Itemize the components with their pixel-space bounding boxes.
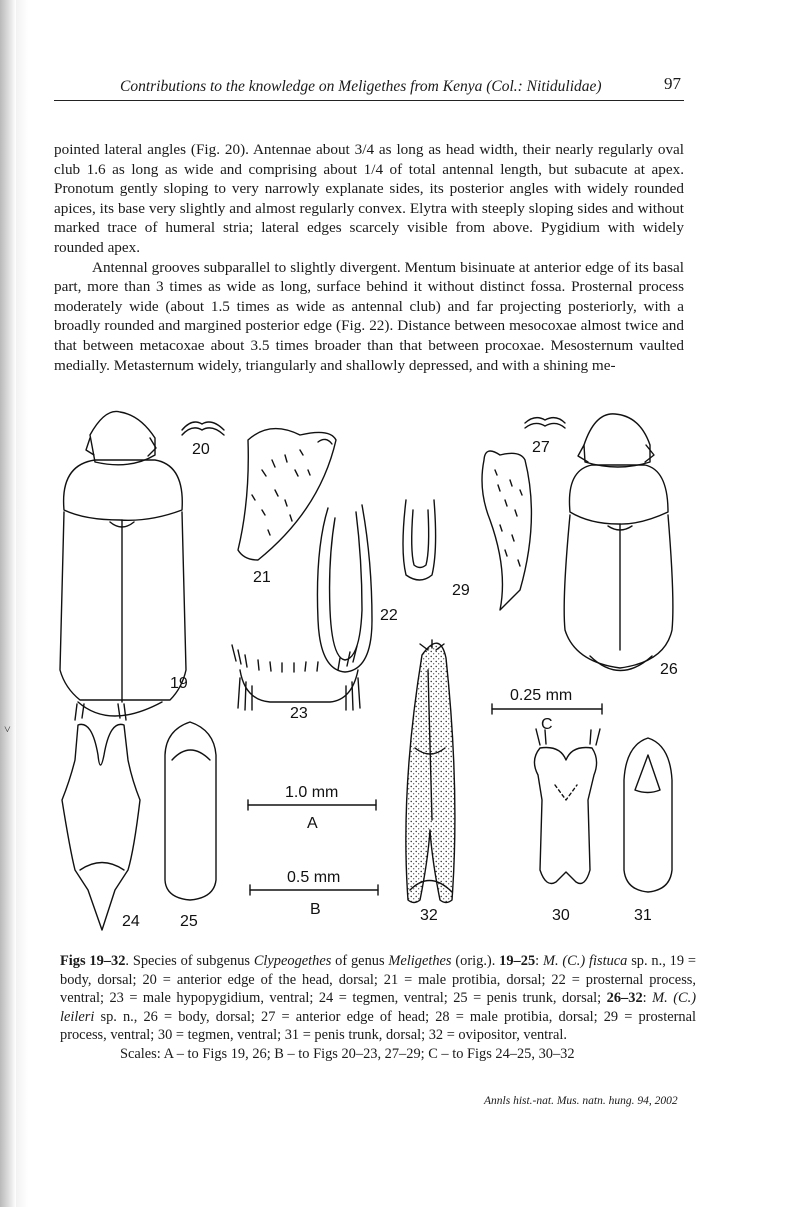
header-rule xyxy=(54,100,684,101)
figure-label: 30 xyxy=(552,907,570,924)
scale-c-letter: C xyxy=(541,716,553,733)
fig-22-prosternal-process xyxy=(317,505,372,672)
caption-species: M. (C.) leileri xyxy=(60,990,696,1025)
scale-b-letter: B xyxy=(310,901,321,918)
fig-30-tegmen xyxy=(534,729,600,884)
scale-b-value: 0.5 mm xyxy=(287,869,341,886)
figure-label: 27 xyxy=(532,439,550,456)
fig-26-body-dorsal xyxy=(564,414,673,671)
fig-27-head-edge xyxy=(525,418,565,428)
figure-label: 26 xyxy=(660,661,678,678)
caption-text: : xyxy=(535,953,543,969)
fig-20-head-edge xyxy=(182,422,224,435)
figure-label: 19 xyxy=(170,675,188,692)
figure-label: 21 xyxy=(253,569,271,586)
caption-genus: Meligethes xyxy=(388,953,452,969)
caption-text: sp. n., 19 = body, dorsal; 20 = anterior edge of the head, dorsal; 21 = male protibia, dorsal; 22 = prosternal process, ventral; 23 = male hypopygidium, ventral; 24 = tegmen, ventral; 25 = penis trunk, dorsal; xyxy=(60,953,696,1007)
scale-a-letter: A xyxy=(307,815,318,832)
figure-label: 29 xyxy=(452,582,470,599)
scale-bar-b xyxy=(250,885,378,895)
fig-25-penis-trunk xyxy=(165,722,216,900)
page-number: 97 xyxy=(664,74,681,93)
fig-31-penis-trunk xyxy=(624,738,672,892)
figure-label: 25 xyxy=(180,913,198,930)
caption-text: sp. n., 26 = body, dorsal; 27 = anterior edge of head; 28 = male protibia, dorsal; 29 = prosternal process, ventral; 30 = tegmen, ventral; 31 = penis trunk, dorsal; 32 = ovipositor, ventral. xyxy=(60,1008,696,1044)
caption-text: (orig.). xyxy=(451,953,500,969)
fig-32-ovipositor xyxy=(406,640,455,903)
fig-19-body-dorsal xyxy=(60,411,186,716)
figure-label: 20 xyxy=(192,441,210,458)
figure-label: 24 xyxy=(122,913,140,930)
body-text xyxy=(54,140,684,375)
caption-range: 19–25 xyxy=(499,953,536,969)
fig-23-hypopygidium xyxy=(232,645,360,710)
caption-text: : xyxy=(642,990,653,1007)
scale-bar-c xyxy=(492,704,602,714)
caption-text: . Species of subgenus xyxy=(125,953,254,969)
running-title: Contributions to the knowledge on Meligethes from Kenya (Col.: Nitidulidae) xyxy=(120,78,602,95)
scale-a-value: 1.0 mm xyxy=(285,784,339,801)
caption-text: of genus xyxy=(331,953,389,969)
paragraph: Antennal grooves subparallel to slightly divergent. Mentum bisinuate at anterior edge of its basal part, more than 3 times as wide as long, surface behind it without distinct fossa. Prosternal process moderately wide (about 1.5 times as wide as antennal club) and far projecting posteriorly, with a broadly rounded and margined posterior edge (Fig. 22). Distance between mesocoxae almost twice and that between metacoxae about 3.5 times broader than that between procoxae. Mesosternum vaulted medially. Metasternum widely, triangularly and shallowly depressed, and with a shining me- xyxy=(54,258,684,374)
caption-subgenus: Clypeogethes xyxy=(253,953,332,969)
figure-label: 23 xyxy=(290,705,308,722)
caption-fig-ref: Figs 19–32 xyxy=(60,953,126,969)
caption-species: M. (C.) fistuca xyxy=(542,953,628,969)
fig-24-tegmen xyxy=(62,704,140,930)
margin-mark: ˅ xyxy=(4,722,11,736)
paragraph: pointed lateral angles (Fig. 20). Antennae about 3/4 as long as head width, their nearly regularly oval club 1.6 as long as wide and comprising about 1/4 of total antennal length, but subacute at apex. Pronotum gently sloping to very narrowly explanate sides, its posterior angles with widely rounded apices, its base very slightly and almost regularly convex. Elytra with steeply sloping sides and without marked trace of humeral stria; lateral edges scarcely visible from above. Pygidium with widely rounded apex. xyxy=(54,141,684,256)
figure-label: 31 xyxy=(634,907,652,924)
caption-scales: Scales: A – to Figs 19, 26; B – to Figs 20–23, 27–29; C – to Figs 24–25, 30–32 xyxy=(120,1045,575,1062)
caption-range: 26–32 xyxy=(606,990,643,1007)
scale-c-value: 0.25 mm xyxy=(510,687,573,704)
fig-28-protibia xyxy=(482,451,531,610)
figure-plate xyxy=(0,400,800,940)
figure-caption xyxy=(60,952,696,1064)
scale-bar-a xyxy=(248,800,376,810)
figure-label: 22 xyxy=(380,607,398,624)
figure-label: 32 xyxy=(420,907,438,924)
journal-footer: Annls hist.-nat. Mus. natn. hung. 94, 2002 xyxy=(484,1095,678,1107)
fig-29-prosternal-process xyxy=(403,500,436,580)
